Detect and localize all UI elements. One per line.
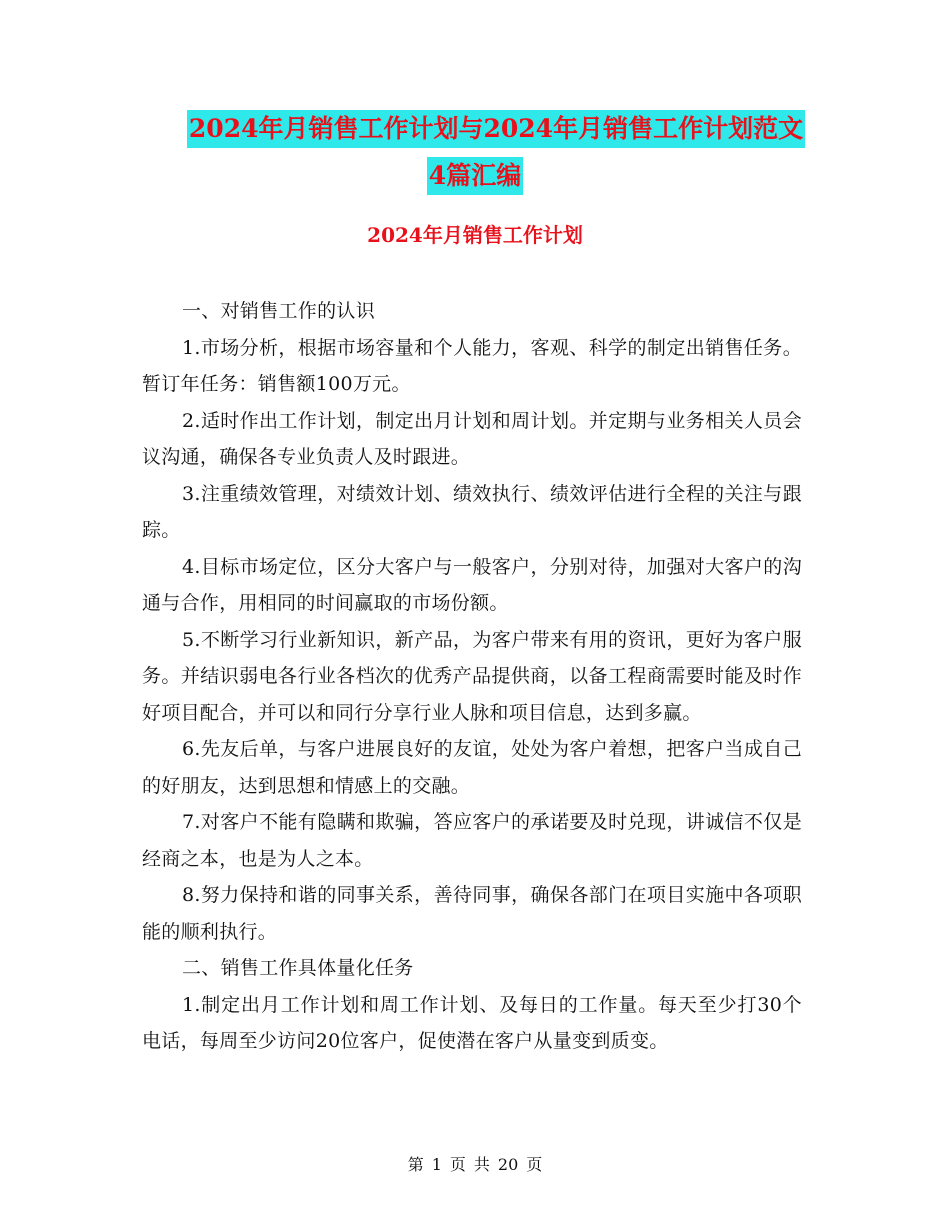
paragraph: 7.对客户不能有隐瞒和欺骗，答应客户的承诺要及时兑现，讲诚信不仅是经商之本，也是为人之本。 bbox=[142, 811, 802, 870]
title-line-2: 4篇汇编 bbox=[427, 157, 523, 195]
paragraph: 一、对销售工作的认识 bbox=[182, 300, 376, 322]
title-line-1: 2024年月销售工作计划与2024年月销售工作计划范文 bbox=[187, 110, 805, 148]
footer-label-page: 第 bbox=[407, 1155, 424, 1174]
paragraph: 3.注重绩效管理，对绩效计划、绩效执行、绩效评估进行全程的关注与跟踪。 bbox=[142, 482, 802, 541]
paragraph: 4.目标市场定位，区分大客户与一般客户，分别对待，加强对大客户的沟通与合作，用相同的时间赢取的市场份额。 bbox=[142, 555, 802, 614]
footer-current-page: 1 bbox=[431, 1155, 442, 1174]
document-title bbox=[0, 110, 950, 204]
paragraph: 二、销售工作具体量化任务 bbox=[182, 957, 414, 979]
footer-total-pages: 20 bbox=[497, 1155, 519, 1174]
document-body bbox=[142, 293, 802, 1060]
paragraph: 1.市场分析，根据市场容量和个人能力，客观、科学的制定出销售任务。暂订年任务：销售额100万元。 bbox=[142, 336, 802, 395]
footer-label-total: 共 bbox=[473, 1155, 490, 1174]
paragraph: 6.先友后单，与客户进展良好的友谊，处处为客户着想，把客户当成自己的好朋友，达到思想和情感上的交融。 bbox=[142, 738, 802, 797]
footer-label-unit2: 页 bbox=[526, 1155, 543, 1174]
paragraph: 8.努力保持和谐的同事关系，善待同事，确保各部门在项目实施中各项职能的顺利执行。 bbox=[142, 884, 802, 943]
section-subtitle: 2024年月销售工作计划 bbox=[367, 223, 583, 247]
paragraph: 5.不断学习行业新知识，新产品，为客户带来有用的资讯，更好为客户服务。并结识弱电各行业各档次的优秀产品提供商，以备工程商需要时能及时作好项目配合，并可以和同行分享行业人脉和项目信息，达到多赢。 bbox=[142, 628, 802, 724]
footer-label-unit: 页 bbox=[449, 1155, 466, 1174]
paragraph: 2.适时作出工作计划，制定出月计划和周计划。并定期与业务相关人员会议沟通，确保各专业负责人及时跟进。 bbox=[142, 409, 802, 468]
paragraph: 1.制定出月工作计划和周工作计划、及每日的工作量。每天至少打30个电话，每周至少访问20位客户，促使潜在客户从量变到质变。 bbox=[142, 993, 802, 1052]
page-footer bbox=[0, 1152, 950, 1175]
